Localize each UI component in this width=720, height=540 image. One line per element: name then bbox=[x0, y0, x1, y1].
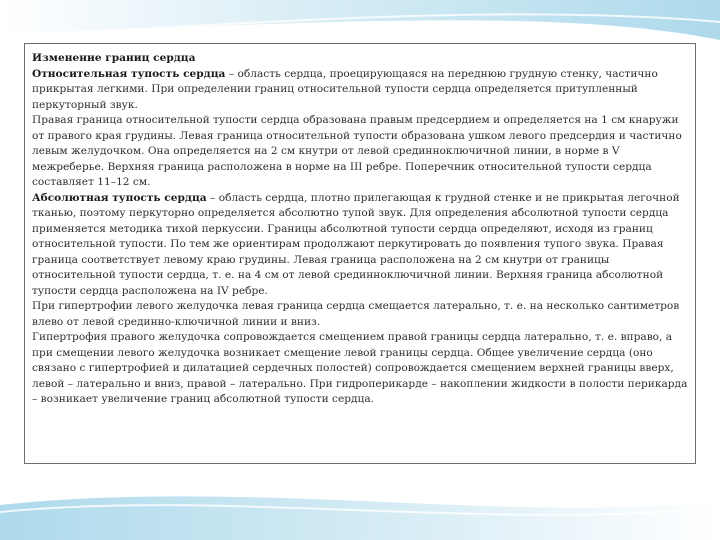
relative-dullness-definition: – область сердца, проецирующаяся на переднюю грудную стенку, частично прикрытая легкими. При определении границ относительной тупости сердца определяется притупленный перкуторный звук. bbox=[32, 67, 658, 111]
heading: Изменение границ сердца bbox=[32, 52, 196, 64]
right-hypertrophy-paragraph: Гипертрофия правого желудочка сопровождается смещением правой границы сердца латерально, т. е. вправо, а при смещении левого желудочка возникает смещение левой границы сердца. Общее увеличение сердца (оно связано с гипертрофией и дилатацией сердечных полостей) сопровождается смещением верхней границы вверх, левой – латерально и вниз, правой – латерально. При гидроперикарде – накоплении жидкости в полости перикарда – возникает увеличение границ абсолютной тупости сердца. bbox=[32, 331, 688, 405]
text-frame bbox=[24, 43, 696, 464]
top-swoosh bbox=[0, 0, 720, 40]
relative-dullness-term: Относительная тупость сердца bbox=[32, 67, 226, 80]
relative-dullness-paragraph bbox=[32, 67, 688, 114]
absolute-dullness-term: Абсолютная тупость сердца bbox=[32, 191, 207, 204]
absolute-dullness-definition: – область сердца, плотно прилегающая к грудной стенке и не прикрытая легочной тканью, поэтому перкуторно определяется абсолютно тупой звук. Для определения абсолютной тупости сердца применяется методика тихой перкуссии. Границы абсолютной тупости сердца определяют, исходя из границ относительной тупости. По тем же ориентирам продолжают перкутировать до появления тупого звука. Правая граница соответствует левому краю грудины. Левая граница расположена на 2 см кнутри от границы относительной тупости сердца, т. е. на 4 см от левой срединноключичной линии. Верхняя граница абсолютной тупости сердца расположена на IV ребре. bbox=[32, 191, 680, 297]
bottom-swoosh bbox=[0, 496, 720, 540]
left-hypertrophy-paragraph: При гипертрофии левого желудочка левая граница сердца смещается латерально, т. е. на несколько сантиметров влево от левой срединно-ключичной линии и вниз. bbox=[32, 300, 680, 328]
absolute-dullness-paragraph bbox=[32, 191, 688, 300]
relative-boundaries-paragraph: Правая граница относительной тупости сердца образована правым предсердием и определяется на 1 см кнаружи от правого края грудины. Левая граница относительной тупости образована ушком левого предсердия и частично левым желудочком. Она определяется на 2 см кнутри от левой срединноключичной линии, в норме в V межреберье. Верхняя граница расположена в норме на III ребре. Поперечник относительной тупости сердца составляет 11–12 см. bbox=[32, 114, 682, 188]
heading-paragraph bbox=[32, 51, 688, 67]
